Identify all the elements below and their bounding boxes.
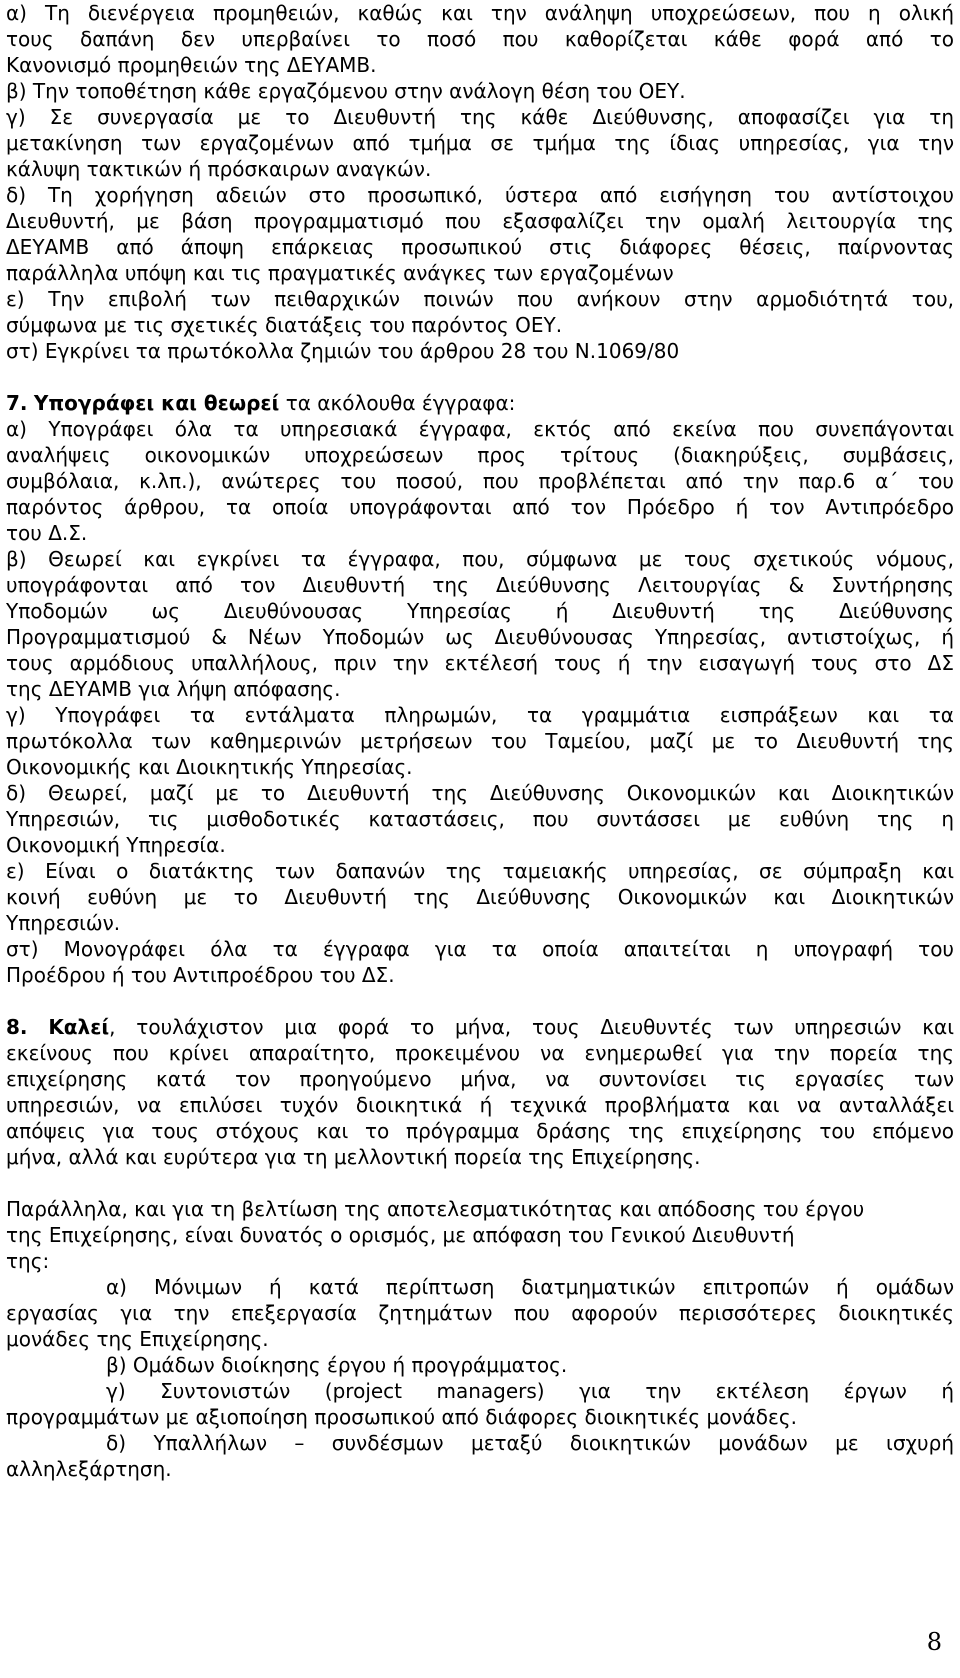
paragraph-line: α) Τη διενέργεια προμηθειών, καθώς και την ανάληψη υποχρεώσεων, που η ολική [6,1,954,25]
paragraph-line: β) Θεωρεί και εγκρίνει τα έγγραφα, που, σύμφωνα με τους σχετικούς νόμους, [6,547,954,571]
paragraph-line: Προέδρου ή του Αντιπροέδρου του ΔΣ. [6,963,395,987]
section-title: Υπογράφει και θεωρεί [33,391,280,415]
paragraph-line: αλληλεξάρτηση. [6,1457,172,1481]
list-item-line: γ) Συντονιστών (project managers) για την εκτέλεση έργων ή [106,1379,954,1403]
paragraph-line: αναλήψεις οικονομικών υποχρεώσεων προς τρίτους (διακηρύξεις, συμβάσεις, [6,443,954,467]
list-item-line: β) Ομάδων διοίκησης έργου ή προγράμματος. [106,1353,568,1377]
paragraph-line: μονάδες της Επιχείρησης. [6,1327,269,1351]
paragraph-line: υπηρεσιών, να επιλύσει τυχόν διοικητικά ή τεχνικά προβλήματα και να ανταλλάξει [6,1093,954,1117]
list-item-line: δ) Υπαλλήλων – συνδέσμων μεταξύ διοικητικών μονάδων με ισχυρή [106,1431,954,1455]
paragraph-line: Κανονισμό προμηθειών της ΔΕΥΑΜΒ. [6,53,377,77]
paragraph-line: στ) Μονογράφει όλα τα έγγραφα για τα οποία απαιτείται η υπογραφή του [6,937,954,961]
paragraph-line: εκείνους που κρίνει απαραίτητο, προκειμένου να ενημερωθεί για την πορεία της [6,1041,954,1065]
paragraph-line: Διευθυντή, με βάση προγραμματισμό που εξασφαλίζει την ομαλή λειτουργία της [6,209,954,233]
section-title: Καλεί [48,1015,110,1039]
list-item-line: α) Μόνιμων ή κατά περίπτωση διατμηματικών επιτροπών ή ομάδων [106,1275,954,1299]
paragraph-line: παρόντος άρθρου, τα οποία υπογράφονται από τον Πρόεδρο ή τον Αντιπρόεδρο [6,495,954,519]
paragraph-line: Οικονομικής και Διοικητικής Υπηρεσίας. [6,755,413,779]
paragraph-line: επιχείρησης κατά τον προηγούμενο μήνα, να συντονίσει τις εργασίες των [6,1067,954,1091]
paragraph-line: Οικονομική Υπηρεσία. [6,833,226,857]
paragraph-line: ε) Είναι ο διατάκτης των δαπανών της ταμειακής υπηρεσίας, σε σύμπραξη και [6,859,954,883]
paragraph-line: γ) Υπογράφει τα εντάλματα πληρωμών, τα γραμμάτια εισπράξεων και τα [6,703,954,727]
section-number: 7. [6,391,28,415]
paragraph-line: της: [6,1249,50,1273]
paragraph-line: τους αρμόδιους υπαλλήλους, πριν την εκτέλεσή τους ή την εισαγωγή τους στο ΔΣ [6,651,954,675]
paragraph-line: δ) Θεωρεί, μαζί με το Διευθυντή της Διεύθυνσης Οικονομικών και Διοικητικών [6,781,954,805]
paragraph-line: ε) Την επιβολή των πειθαρχικών ποινών που ανήκουν στην αρμοδιότητά του, [6,287,954,311]
paragraph-line: μήνα, αλλά και ευρύτερα για τη μελλοντική πορεία της Επιχείρησης. [6,1145,701,1169]
paragraph-line: πρωτόκολλα των καθημερινών μετρήσεων του Ταμείου, μαζί με το Διευθυντή της [6,729,954,753]
paragraph-line: της ΔΕΥΑΜΒ για λήψη απόφασης. [6,677,341,701]
section-text: , τουλάχιστον μια φορά το μήνα, τους Διευθυντές των υπηρεσιών και [109,1015,954,1039]
paragraph-line: μετακίνηση των εργαζομένων από τμήμα σε τμήμα της ίδιας υπηρεσίας, για την [6,131,954,155]
paragraph-line: απόψεις για τους στόχους και το πρόγραμμα δράσης της επιχείρησης του επόμενο [6,1119,954,1143]
paragraph-line: κάλυψη τακτικών ή πρόσκαιρων αναγκών. [6,157,432,181]
paragraph-line: υπογράφονται από τον Διευθυντή της Διεύθυνσης Λειτουργίας & Συντήρησης [6,573,954,597]
paragraph-line: γ) Σε συνεργασία με το Διευθυντή της κάθε Διεύθυνσης, αποφασίζει για τη [6,105,954,129]
paragraph-line: Υποδομών ως Διευθύνουσας Υπηρεσίας ή Διευθυντή της Διεύθυνσης [6,599,954,623]
paragraph-line: Παράλληλα, και για τη βελτίωση της αποτελεσματικότητας και απόδοσης του έργου [6,1197,865,1221]
paragraph-line: παράλληλα υπόψη και τις πραγματικές ανάγκες των εργαζομένων [6,261,674,285]
paragraph-line: Υπηρεσιών. [6,911,121,935]
page-number: 8 [926,1628,942,1656]
paragraph-line: σύμφωνα με τις σχετικές διατάξεις του παρόντος ΟΕΥ. [6,313,563,337]
section-7-heading [6,390,954,417]
paragraph-line: κοινή ευθύνη με το Διευθυντή της Διεύθυνσης Οικονομικών και Διοικητικών [6,885,954,909]
paragraph-line: Προγραμματισμού & Νέων Υποδομών ως Διευθύνουσας Υπηρεσίας, αντιστοίχως, ή [6,625,954,649]
section-number: 8. [6,1015,28,1039]
paragraph-line: Υπηρεσιών, τις μισθοδοτικές καταστάσεις, που συντάσσει με ευθύνη της η [6,807,954,831]
paragraph-line: της Επιχείρησης, είναι δυνατός ο ορισμός, με απόφαση του Γενικού Διευθυντή [6,1223,795,1247]
paragraph-line: του Δ.Σ. [6,521,88,545]
paragraph-line: ΔΕΥΑΜΒ από άποψη επάρκειας προσωπικού στις διάφορες θέσεις, παίρνοντας [6,235,954,259]
paragraph-line: δ) Τη χορήγηση αδειών στο προσωπικό, ύστερα από εισήγηση του αντίστοιχου [6,183,954,207]
section-text: τα ακόλουθα έγγραφα: [285,391,516,415]
paragraph-line: τους δαπάνη δεν υπερβαίνει το ποσό που καθορίζεται κάθε φορά από το [6,27,954,51]
paragraph-line: β) Την τοποθέτηση κάθε εργαζόμενου στην ανάλογη θέση του ΟΕΥ. [6,79,686,103]
paragraph-line: προγραμμάτων με αξιοποίηση προσωπικού από διάφορες διοικητικές μονάδες. [6,1405,797,1429]
paragraph-line: εργασίας για την επεξεργασία ζητημάτων που αφορούν περισσότερες διοικητικές [6,1301,954,1325]
paragraph-line: α) Υπογράφει όλα τα υπηρεσιακά έγγραφα, εκτός από εκείνα που συνεπάγονται [6,417,954,441]
section-8-heading [6,1014,954,1041]
paragraph-line: συμβόλαια, κ.λπ.), ανώτερες του ποσού, που προβλέπεται από την παρ.6 α΄ του [6,469,954,493]
paragraph-line: στ) Εγκρίνει τα πρωτόκολλα ζημιών του άρθρου 28 του Ν.1069/80 [6,339,680,363]
